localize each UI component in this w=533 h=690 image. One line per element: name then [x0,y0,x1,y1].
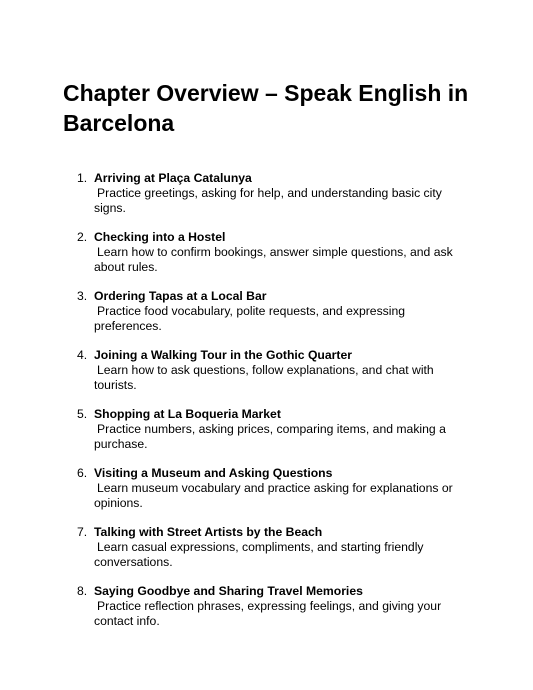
chapter-description: Learn casual expressions, compliments, and starting friendly conversations. [94,540,424,569]
chapter-description: Practice greetings, asking for help, and understanding basic city signs. [94,186,442,215]
chapter-item-2 [63,230,473,275]
chapter-description: Learn museum vocabulary and practice asking for explanations or opinions. [94,481,453,510]
chapter-item-5 [63,407,473,452]
chapter-number: 2. [77,230,88,244]
chapter-item-8 [63,584,473,629]
chapter-title: Checking into a Hostel [94,230,226,244]
chapter-item-3 [63,289,473,334]
chapter-number: 4. [77,348,88,362]
chapter-title: Visiting a Museum and Asking Questions [94,466,333,480]
chapter-item-4 [63,348,473,393]
chapter-number: 1. [77,171,88,185]
page-title: Chapter Overview – Speak English in Barcelona [63,80,469,136]
chapter-item-7 [63,525,473,570]
chapter-description: Learn how to confirm bookings, answer simple questions, and ask about rules. [94,245,453,274]
chapter-number: 5. [77,407,88,421]
chapter-list [63,171,473,629]
chapter-item-1 [63,171,473,216]
chapter-item-6 [63,466,473,511]
chapter-description: Practice numbers, asking prices, comparing items, and making a purchase. [94,422,446,451]
chapter-number: 6. [77,466,88,480]
chapter-description: Learn how to ask questions, follow explanations, and chat with tourists. [94,363,434,392]
chapter-number: 8. [77,584,88,598]
chapter-title: Ordering Tapas at a Local Bar [94,289,267,303]
chapter-title: Talking with Street Artists by the Beach [94,525,323,539]
chapter-title: Joining a Walking Tour in the Gothic Quarter [94,348,352,362]
chapter-number: 3. [77,289,88,303]
chapter-title: Shopping at La Boqueria Market [94,407,281,421]
chapter-description: Practice food vocabulary, polite requests, and expressing preferences. [94,304,406,333]
chapter-title: Arriving at Plaça Catalunya [94,171,252,185]
chapter-title: Saying Goodbye and Sharing Travel Memories [94,584,363,598]
chapter-description: Practice reflection phrases, expressing feelings, and giving your contact info. [94,599,442,628]
chapter-number: 7. [77,525,88,539]
